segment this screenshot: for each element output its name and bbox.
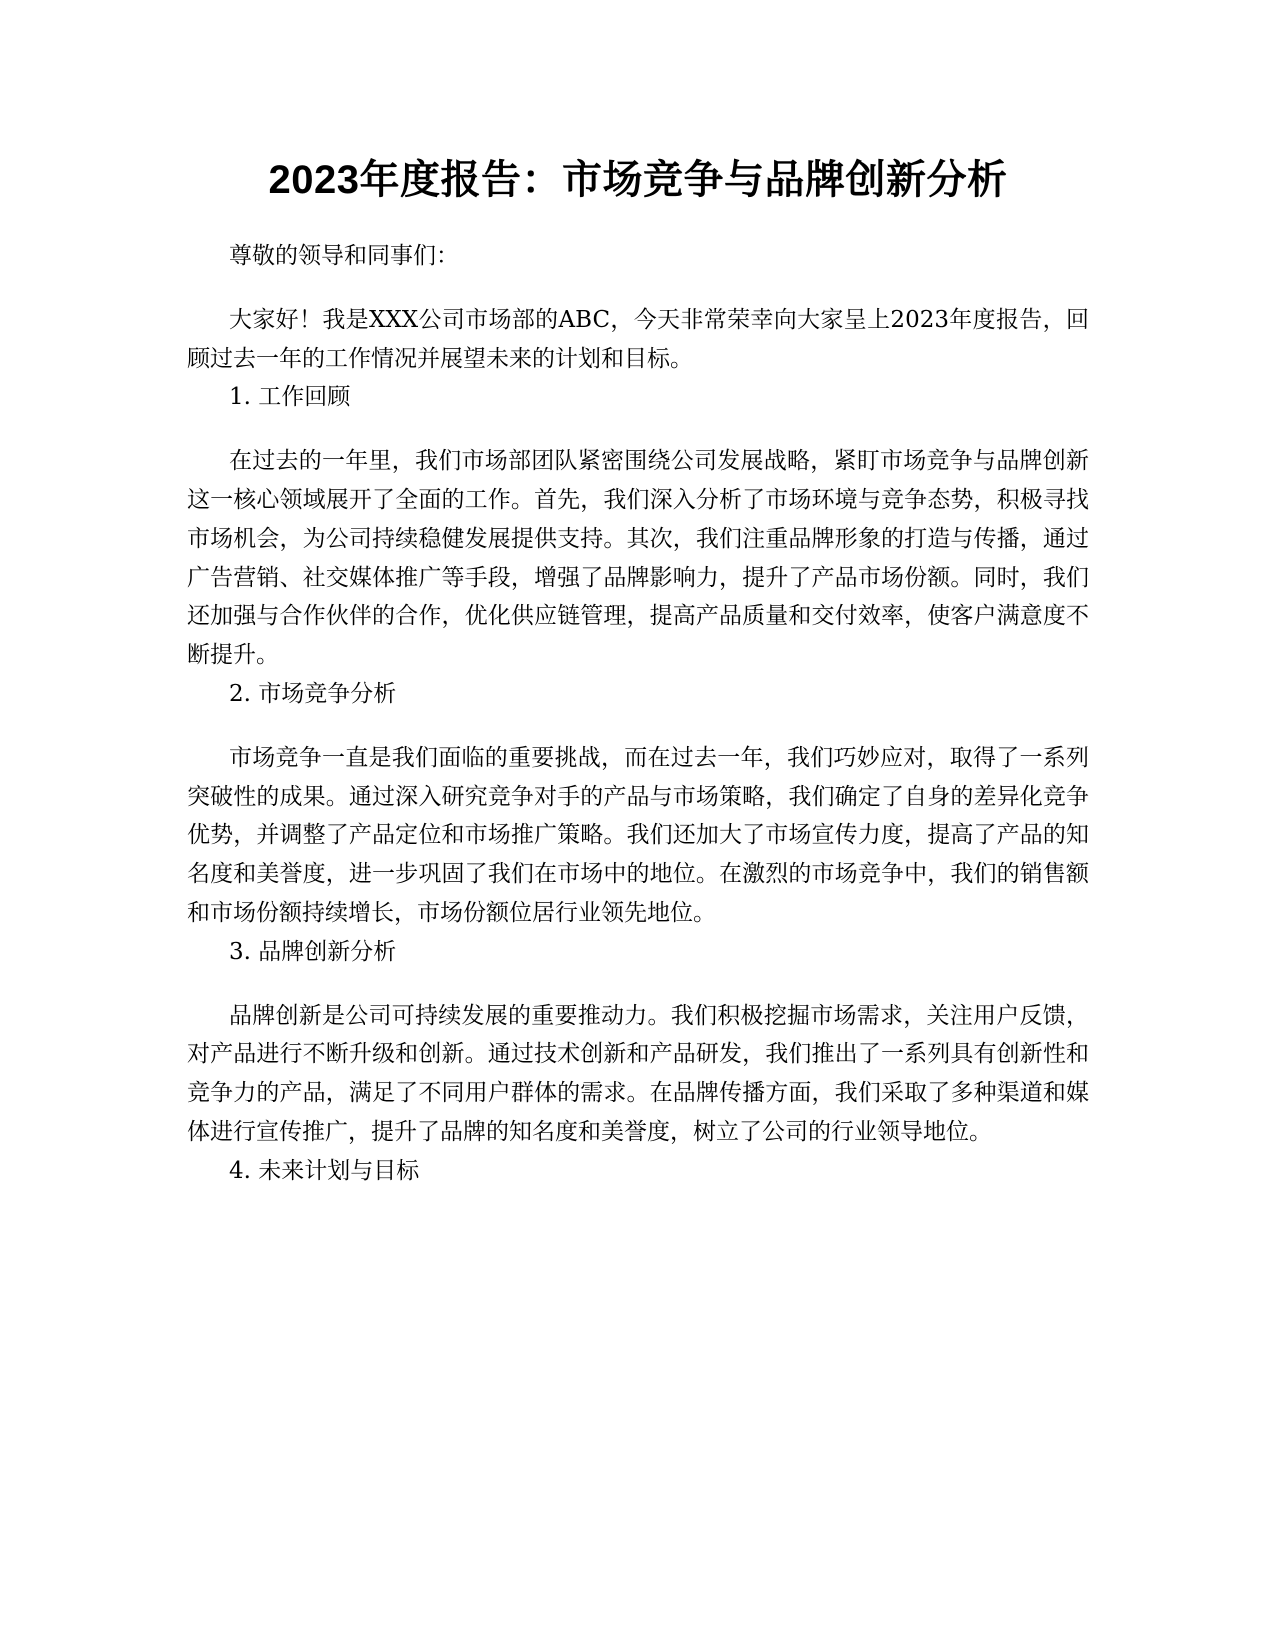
section-heading-market-competition: 2. 市场竞争分析 — [229, 680, 397, 707]
section-heading-work-review: 1. 工作回顾 — [229, 384, 351, 411]
section-body-market-competition: 市场竞争一直是我们面临的重要挑战，而在过去一年，我们巧妙应对，取得了一系列突破性的成果。通过深入研究竞争对手的产品与市场策略，我们确定了自身的差异化竞争优势，并调整了产品定位和市场推广策略。我们还加大了市场宣传力度，提高了产品的知名度和美誉度，进一步巩固了我们在市场中的地位。在激烈的市场竞争中，我们的销售额和市场份额持续增长，市场份额位居行业领先地位。 — [187, 744, 1089, 926]
document-body — [187, 150, 1089, 1191]
document-title: 2023年度报告：市场竞争与品牌创新分析 — [268, 158, 1008, 202]
section-body-brand-innovation: 品牌创新是公司可持续发展的重要推动力。我们积极挖掘市场需求，关注用户反馈，对产品进行不断升级和创新。通过技术创新和产品研发，我们推出了一系列具有创新性和竞争力的产品，满足了不同用户群体的需求。在品牌传播方面，我们采取了多种渠道和媒体进行宣传推广，提升了品牌的知名度和美誉度，树立了公司的行业领导地位。 — [187, 1002, 1089, 1145]
intro-paragraph: 大家好！我是XXX公司市场部的ABC，今天非常荣幸向大家呈上2023年度报告，回顾过去一年的工作情况并展望未来的计划和目标。 — [187, 306, 1089, 372]
section-body-work-review: 在过去的一年里，我们市场部团队紧密围绕公司发展战略，紧盯市场竞争与品牌创新这一核心领域展开了全面的工作。首先，我们深入分析了市场环境与竞争态势，积极寻找市场机会，为公司持续稳健发展提供支持。其次，我们注重品牌形象的打造与传播，通过广告营销、社交媒体推广等手段，增强了品牌影响力，提升了产品市场份额。同时，我们还加强与合作伙伴的合作，优化供应链管理，提高产品质量和交付效率，使客户满意度不断提升。 — [187, 448, 1089, 669]
section-heading-brand-innovation: 3. 品牌创新分析 — [229, 938, 397, 965]
section-heading-future-plans: 4. 未来计划与目标 — [229, 1157, 420, 1184]
greeting: 尊敬的领导和同事们： — [229, 243, 459, 269]
